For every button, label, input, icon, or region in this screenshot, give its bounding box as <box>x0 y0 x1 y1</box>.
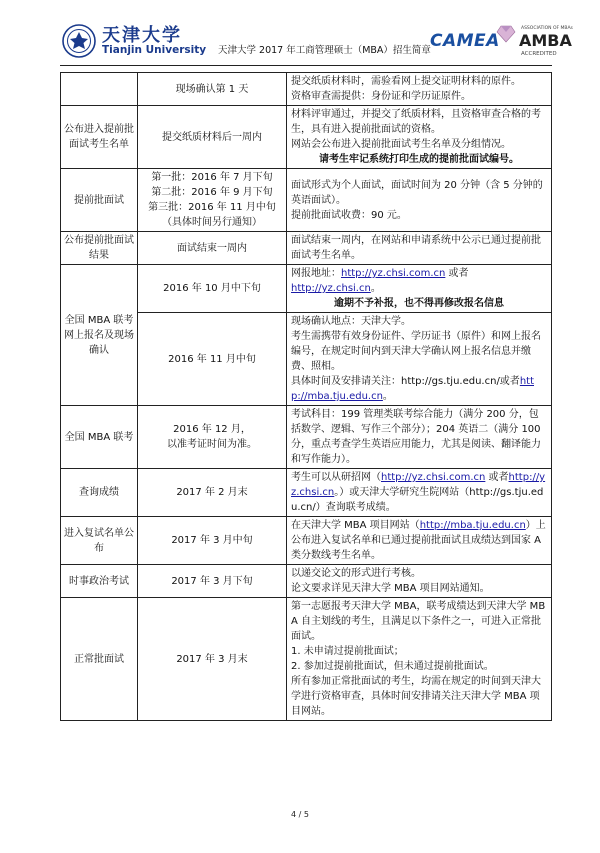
table-row <box>61 106 552 169</box>
university-seal-icon <box>62 24 96 58</box>
stage-cell: 查询成绩 <box>61 469 138 517</box>
detail-text: 面试形式为个人面试，面试时间为 20 分钟（含 5 分钟的英语面试）。 <box>291 179 543 206</box>
detail-cell <box>287 313 552 406</box>
stage-cell: 正常批面试 <box>61 598 138 721</box>
detail-text: 资格审查需提供：身份证和学历证原件。 <box>291 91 471 102</box>
chsi-com-link[interactable]: http://yz.chsi.com.cn <box>341 268 446 279</box>
detail-text: 提前批面试收费：90 元。 <box>291 209 407 221</box>
table-row <box>61 598 552 721</box>
university-name-cn: 天津大学 <box>102 25 182 46</box>
detail-cell <box>287 265 552 313</box>
page-number: 4 / 5 <box>291 810 309 819</box>
time-text: 以准考证时间为准。 <box>167 439 257 450</box>
detail-text: 。 <box>382 391 393 402</box>
detail-cell <box>287 469 552 517</box>
table-row <box>61 169 552 232</box>
amba-logo <box>497 20 573 60</box>
detail-text: 第一志愿报考天津大学 MBA，联考成绩达到天津大学 MBA 自主划线的考生，且满足以下条件之一，可进入正常批面试。 <box>291 601 546 642</box>
detail-cell <box>287 517 552 565</box>
detail-text: 材料评审通过，并提交了纸质材料，且资格审查合格的考生，具有进入提前批面试的资格。 <box>291 109 541 135</box>
page-header <box>0 0 600 66</box>
detail-cell <box>287 565 552 598</box>
time-cell: 现场确认第 1 天 <box>138 73 287 106</box>
time-text: 第二批：2016 年 9 月下旬 <box>151 187 273 198</box>
detail-text: ）上公布进入复试名单和已通过提前批面试且成绩达到国家 A 类分数线考生名单。 <box>291 520 546 561</box>
time-cell: 面试结束一周内 <box>138 232 287 265</box>
amba-top-text: ASSOCIATION OF MBAs <box>521 26 573 31</box>
detail-text: 网报地址： <box>291 268 341 279</box>
detail-text: 以递交论文的形式进行考核。 <box>291 568 421 579</box>
time-cell: 2016 年 11 月中旬 <box>138 313 287 406</box>
detail-text: 具体时间及安排请关注：http://gs.tju.edu.cn/或者 <box>291 376 520 387</box>
chsi-cn-link[interactable]: http://yz.chsi.cn <box>291 283 371 294</box>
chsi-com-link[interactable]: http://yz.chsi.com.cn <box>381 472 486 483</box>
time-text: 2016 年 12 月， <box>173 424 251 435</box>
detail-text: 网站会公布进入提前批面试考生名单及分组情况。 <box>291 139 511 150</box>
table-row <box>61 565 552 598</box>
time-cell: 2017 年 2 月末 <box>138 469 287 517</box>
detail-text: 或者 <box>445 268 469 279</box>
time-cell: 2017 年 3 月末 <box>138 598 287 721</box>
time-cell <box>138 406 287 469</box>
detail-text: 论文要求详见天津大学 MBA 项目网站通知。 <box>291 583 490 594</box>
stage-cell: 提前批面试 <box>61 169 138 232</box>
detail-text: 所有参加正常批面试的考生，均需在规定的时间到天津大学进行资格审查，具体时间安排请关注天津大学 MBA 项目网站。 <box>291 676 541 717</box>
stage-cell: 全国 MBA 联考网上报名及现场确认 <box>61 265 138 406</box>
detail-cell: 考试科目：199 管理类联考综合能力（满分 200 分，包括数学、逻辑、写作三个部分）；204 英语二（满分 100 分，重点考查学生英语应用能力，尤其是阅读、翻译能力和写作能力）。 <box>287 406 552 469</box>
detail-cell <box>287 73 552 106</box>
amba-main-text: AMBA <box>519 31 572 50</box>
detail-text: 1. 未申请过提前批面试； <box>291 646 404 657</box>
time-text: 第三批：2016 年 11 月中旬 <box>148 202 276 213</box>
stage-cell: 进入复试名单公布 <box>61 517 138 565</box>
stage-cell: 公布进入提前批面试考生名单 <box>61 106 138 169</box>
mba-site-link[interactable]: http://mba.tju.edu.cn <box>291 376 534 402</box>
camea-logo: CAMEA <box>430 31 500 51</box>
stage-cell: 时事政治考试 <box>61 565 138 598</box>
stage-cell <box>61 73 138 106</box>
stage-cell: 全国 MBA 联考 <box>61 406 138 469</box>
table-row <box>61 517 552 565</box>
admission-schedule-table <box>60 72 552 721</box>
detail-text: 现场确认地点：天津大学。 <box>291 316 411 327</box>
university-name-en: Tianjin University <box>102 44 207 56</box>
table-row <box>61 73 552 106</box>
detail-cell <box>287 106 552 169</box>
time-text: （具体时间另行通知） <box>162 217 262 228</box>
table-row <box>61 406 552 469</box>
detail-text: 。）或天津大学研究生院网站（http://gs.tju.edu.cn/）查询联考成绩。 <box>291 487 544 513</box>
time-cell: 2017 年 3 月中旬 <box>138 517 287 565</box>
time-cell: 2017 年 3 月下旬 <box>138 565 287 598</box>
detail-text: 提交纸质材料时，需验看网上提交证明材料的原件。 <box>291 76 521 87</box>
detail-emphasis: 逾期不予补报，也不得再修改报名信息 <box>334 298 504 309</box>
table-row <box>61 265 552 313</box>
amba-bottom-text: ACCREDITED <box>521 51 557 57</box>
detail-text: 或者 <box>485 472 509 483</box>
chsi-cn-link[interactable]: http://yz.chsi.cn <box>291 472 546 498</box>
detail-emphasis: 请考生牢记系统打印生成的提前批面试编号。 <box>319 154 519 165</box>
detail-cell: 面试结束一周内，在网站和申请系统中公示已通过提前批面试考生名单。 <box>287 232 552 265</box>
document-title: 天津大学 2017 年工商管理硕士（MBA）招生简章 <box>218 45 431 56</box>
detail-text: 在天津大学 MBA 项目网站（ <box>291 520 420 531</box>
detail-cell <box>287 169 552 232</box>
time-cell: 2016 年 10 月中下旬 <box>138 265 287 313</box>
time-text: 第一批：2016 年 7 月下旬 <box>151 172 273 183</box>
detail-text: 考生需携带有效身份证件、学历证书（原件）和网上报名编号，在规定时间内到天津大学确认网上报名信息并缴费、照相。 <box>291 331 541 372</box>
detail-text: 考生可以从研招网（ <box>291 472 381 483</box>
time-cell <box>138 169 287 232</box>
stage-cell: 公布提前批面试结果 <box>61 232 138 265</box>
time-cell: 提交纸质材料后一周内 <box>138 106 287 169</box>
detail-text: 。 <box>370 283 381 294</box>
header-divider <box>60 65 552 66</box>
table-row <box>61 469 552 517</box>
table-row <box>61 232 552 265</box>
detail-cell <box>287 598 552 721</box>
mba-site-link[interactable]: http://mba.tju.edu.cn <box>419 520 526 531</box>
detail-text: 2. 参加过提前批面试，但未通过提前批面试。 <box>291 661 494 672</box>
